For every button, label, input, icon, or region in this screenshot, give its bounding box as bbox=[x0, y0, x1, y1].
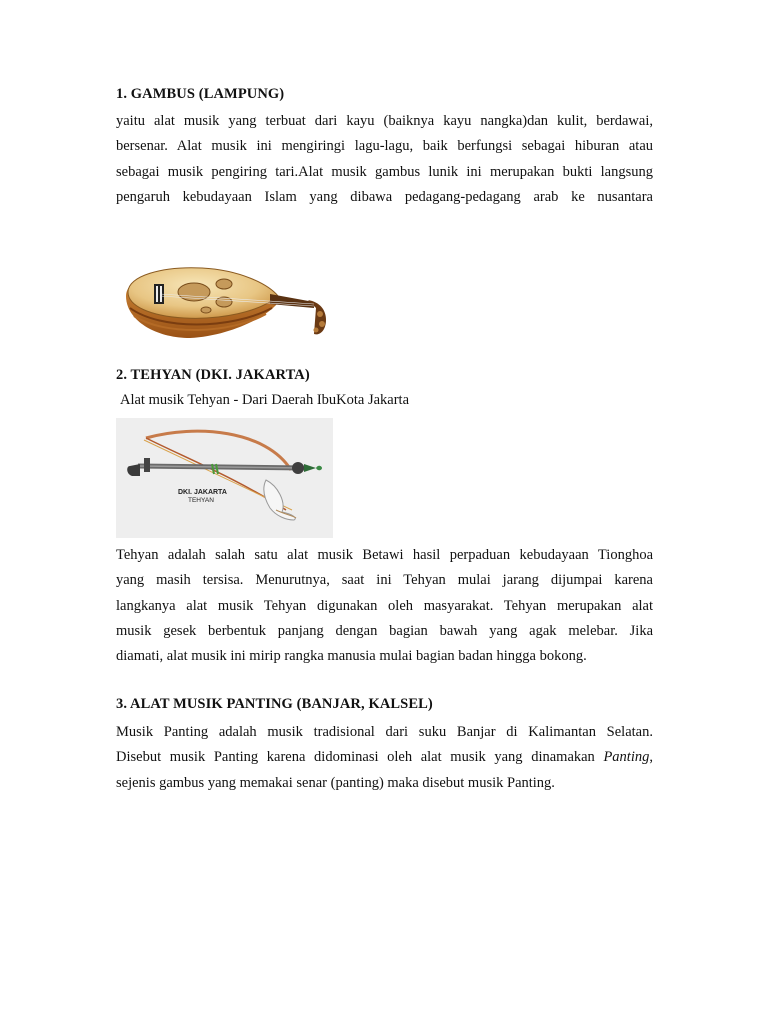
tehyan-image-label-name: TEHYAN bbox=[188, 497, 214, 504]
paragraph-line bbox=[116, 745, 653, 770]
section-2-heading: 2. TEHYAN (DKI. JAKARTA) bbox=[116, 367, 310, 383]
section-1-heading: 1. GAMBUS (LAMPUNG) bbox=[116, 86, 285, 102]
tehyan-image-caption: Alat musik Tehyan - Dari Daerah IbuKota Jakarta bbox=[120, 392, 410, 408]
tehyan-image-label-region: DKI. JAKARTA bbox=[178, 489, 227, 496]
paragraph-line: musik gesek berbentuk panjang dengan bagian bawah yang agak melebar. Jika bbox=[116, 622, 653, 639]
paragraph-line: Musik Panting adalah musik tradisional dari suku Banjar di Kalimantan Selatan. bbox=[116, 724, 653, 740]
line-punctuation: , bbox=[649, 749, 653, 766]
paragraph-line: diamati, alat musik ini mirip rangka manusia mulai bagian badan hingga bokong. bbox=[116, 648, 587, 665]
section-1-paragraph bbox=[116, 109, 653, 210]
gambus-lute-image bbox=[120, 258, 334, 348]
paragraph-line: bersenar. Alat musik ini mengiringi lagu-lagu, baik berfungsi sebagai hiburan atau bbox=[116, 138, 653, 155]
section-2-paragraph bbox=[116, 543, 653, 669]
paragraph-line: yang masih tersisa. Menurutnya, saat ini Tehyan mulai jarang dijumpai karena bbox=[116, 572, 653, 589]
paragraph-line: yaitu alat musik yang terbuat dari kayu (baiknya kayu nangka)dan kulit, berdawai, bbox=[116, 113, 653, 129]
italic-term-panting: Panting bbox=[603, 749, 650, 766]
section-3-paragraph bbox=[116, 720, 653, 796]
section-3-heading: 3. ALAT MUSIK PANTING (BANJAR, KALSEL) bbox=[116, 696, 433, 712]
paragraph-line: sejenis gambus yang memakai senar (panting) maka disebut musik Panting. bbox=[116, 774, 555, 791]
tehyan-instrument-image bbox=[116, 418, 333, 538]
paragraph-line: Tehyan adalah salah satu alat musik Betawi hasil perpaduan kebudayaan Tionghoa bbox=[116, 547, 653, 563]
paragraph-line: pengaruh kebudayaan Islam yang dibawa pedagang-pedagang arab ke nusantara bbox=[116, 188, 653, 205]
paragraph-line: sebagai musik pengiring tari.Alat musik gambus lunik ini merupakan bukti langsung bbox=[116, 163, 653, 180]
paragraph-line: langkanya alat musik Tehyan digunakan oleh masyarakat. Tehyan merupakan alat bbox=[116, 597, 653, 614]
line-text: Disebut musik Panting karena didominasi oleh alat musik yang dinamakan bbox=[116, 749, 595, 766]
